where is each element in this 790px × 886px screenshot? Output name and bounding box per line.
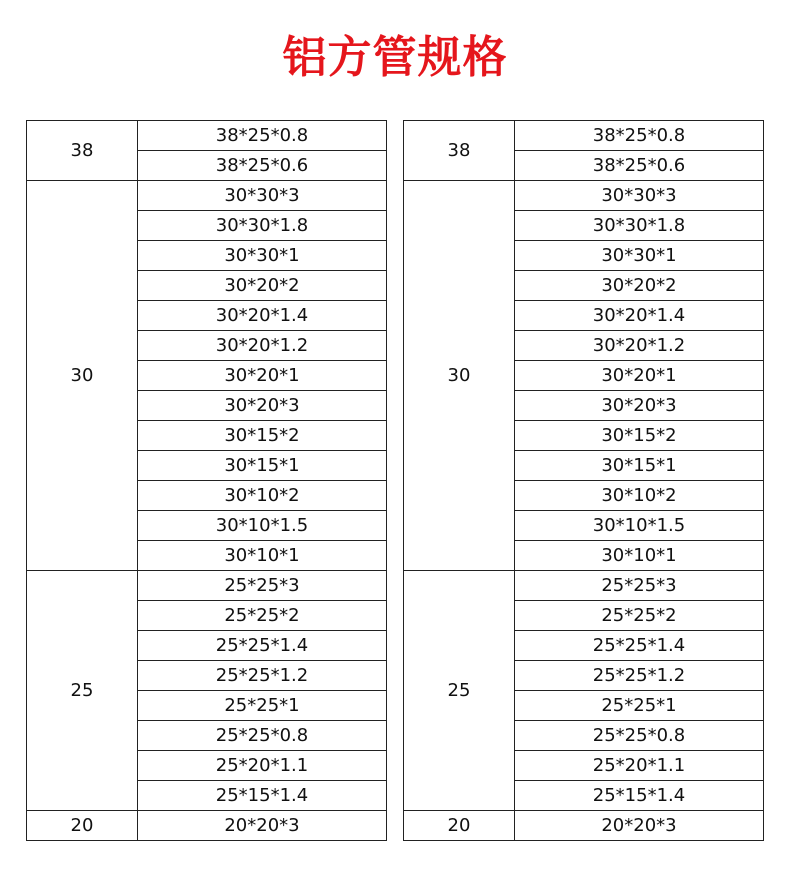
spec-cell: 30*15*1 [515, 451, 764, 481]
spec-cell: 30*30*1.8 [138, 211, 387, 241]
spec-cell: 38*25*0.8 [515, 121, 764, 151]
spec-cell: 20*20*3 [515, 811, 764, 841]
spec-cell: 25*25*2 [515, 601, 764, 631]
spec-cell: 30*20*1 [138, 361, 387, 391]
spec-cell: 30*20*3 [138, 391, 387, 421]
size-group-cell: 25 [27, 571, 138, 811]
spec-cell: 25*25*2 [138, 601, 387, 631]
spec-cell: 25*20*1.1 [515, 751, 764, 781]
spec-cell: 30*20*1.2 [515, 331, 764, 361]
spec-cell: 25*25*1 [515, 691, 764, 721]
spec-cell: 20*20*3 [138, 811, 387, 841]
spec-cell: 30*20*1.4 [515, 301, 764, 331]
spec-cell: 30*20*1.4 [138, 301, 387, 331]
size-group-cell: 30 [27, 181, 138, 571]
spec-cell: 30*15*1 [138, 451, 387, 481]
spec-cell: 30*30*3 [138, 181, 387, 211]
spec-cell: 30*10*2 [515, 481, 764, 511]
table-row [404, 181, 764, 211]
table-row [404, 121, 764, 151]
page-title: 铝方管规格 [282, 32, 508, 83]
size-group-cell: 38 [27, 121, 138, 181]
spec-cell: 25*25*1 [138, 691, 387, 721]
spec-cell: 25*25*1.4 [138, 631, 387, 661]
spec-cell: 30*10*1.5 [138, 511, 387, 541]
spec-cell: 30*30*1.8 [515, 211, 764, 241]
spec-cell: 25*25*3 [515, 571, 764, 601]
spec-cell: 30*10*1 [515, 541, 764, 571]
spec-cell: 25*25*3 [138, 571, 387, 601]
size-group-cell: 30 [404, 181, 515, 571]
spec-cell: 25*25*0.8 [515, 721, 764, 751]
spec-cell: 25*25*1.2 [515, 661, 764, 691]
size-group-cell: 38 [404, 121, 515, 181]
table-row [27, 181, 387, 211]
spec-cell: 30*20*3 [515, 391, 764, 421]
spec-table-left [26, 120, 387, 841]
spec-cell: 30*20*1 [515, 361, 764, 391]
spec-cell: 25*25*1.2 [138, 661, 387, 691]
spec-cell: 38*25*0.6 [138, 151, 387, 181]
spec-cell: 25*25*1.4 [515, 631, 764, 661]
spec-cell: 30*20*2 [138, 271, 387, 301]
table-row [404, 811, 764, 841]
table-row [27, 571, 387, 601]
spec-cell: 38*25*0.6 [515, 151, 764, 181]
size-group-cell: 20 [404, 811, 515, 841]
spec-cell: 30*30*1 [515, 241, 764, 271]
spec-cell: 30*20*2 [515, 271, 764, 301]
spec-cell: 25*20*1.1 [138, 751, 387, 781]
spec-cell: 30*30*1 [138, 241, 387, 271]
spec-cell: 25*15*1.4 [138, 781, 387, 811]
spec-cell: 30*10*1.5 [515, 511, 764, 541]
table-row [27, 121, 387, 151]
spec-cell: 30*20*1.2 [138, 331, 387, 361]
spec-cell: 25*15*1.4 [515, 781, 764, 811]
spec-cell: 38*25*0.8 [138, 121, 387, 151]
table-row [27, 811, 387, 841]
size-group-cell: 20 [27, 811, 138, 841]
table-row [404, 571, 764, 601]
spec-cell: 30*10*1 [138, 541, 387, 571]
spec-cell: 30*15*2 [515, 421, 764, 451]
spec-cell: 30*10*2 [138, 481, 387, 511]
size-group-cell: 25 [404, 571, 515, 811]
spec-cell: 30*30*3 [515, 181, 764, 211]
spec-table-right [403, 120, 764, 841]
spec-cell: 30*15*2 [138, 421, 387, 451]
spec-cell: 25*25*0.8 [138, 721, 387, 751]
